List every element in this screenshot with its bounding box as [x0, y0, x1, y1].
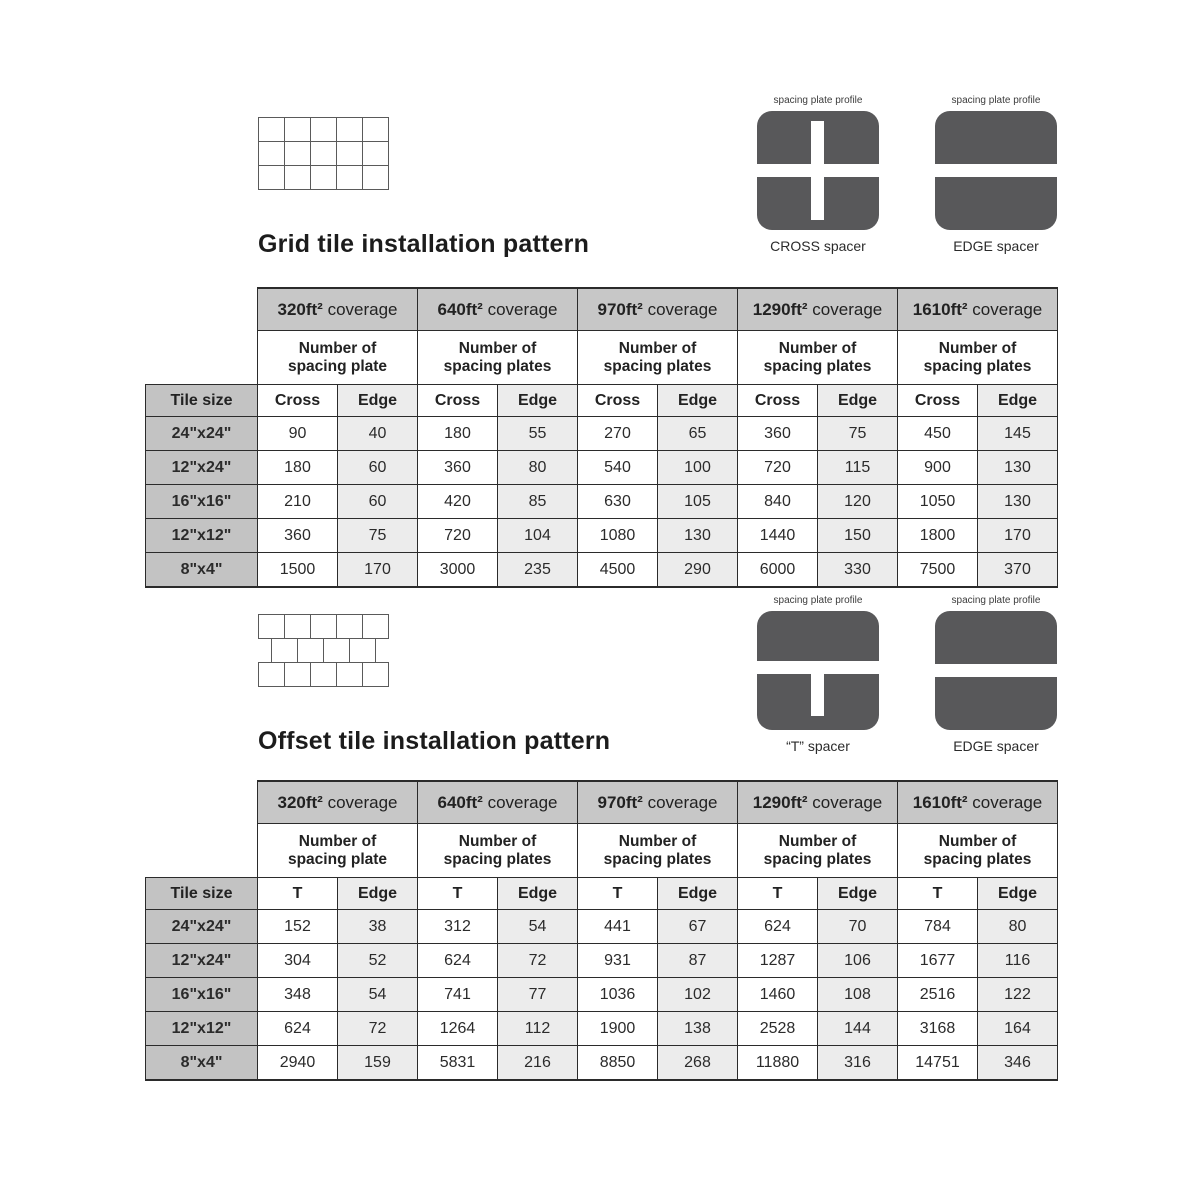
- tile-size-header: Tile size: [146, 878, 258, 910]
- blank-corner: [146, 781, 258, 878]
- value-cell: 150: [818, 519, 898, 553]
- value-cell: 170: [978, 519, 1058, 553]
- value-cell: 85: [498, 485, 578, 519]
- grid-spacing-table: [145, 287, 1058, 588]
- value-cell: 14751: [898, 1046, 978, 1081]
- edge-col-header: Edge: [338, 878, 418, 910]
- value-cell: 1900: [578, 1012, 658, 1046]
- coverage-header-row: [146, 288, 1058, 331]
- coverage-header: 1290ft² coverage: [738, 781, 898, 824]
- value-cell: 360: [258, 519, 338, 553]
- value-cell: 116: [978, 944, 1058, 978]
- value-cell: 1460: [738, 978, 818, 1012]
- subheader-cell: Number of spacing plates: [898, 824, 1058, 878]
- value-cell: 6000: [738, 553, 818, 588]
- edge-spacer-icon: [935, 111, 1057, 230]
- value-cell: 130: [658, 519, 738, 553]
- tile-size-cell: 24"x24": [146, 417, 258, 451]
- subheader-cell: Number of spacing plates: [578, 331, 738, 385]
- value-cell: 216: [498, 1046, 578, 1081]
- value-cell: 210: [258, 485, 338, 519]
- value-cell: 130: [978, 451, 1058, 485]
- t-col-header: T: [418, 878, 498, 910]
- value-cell: 370: [978, 553, 1058, 588]
- value-cell: 80: [978, 910, 1058, 944]
- t-col-header: T: [738, 878, 818, 910]
- value-cell: 1264: [418, 1012, 498, 1046]
- value-cell: 450: [898, 417, 978, 451]
- value-cell: 170: [338, 553, 418, 588]
- tile-size-cell: 12"x24": [146, 944, 258, 978]
- value-cell: 4500: [578, 553, 658, 588]
- value-cell: 108: [818, 978, 898, 1012]
- value-cell: 420: [418, 485, 498, 519]
- value-cell: 104: [498, 519, 578, 553]
- value-cell: 112: [498, 1012, 578, 1046]
- spacer-name: EDGE spacer: [953, 238, 1039, 254]
- value-cell: 1036: [578, 978, 658, 1012]
- edge-spacer-block: [934, 95, 1058, 254]
- tile-size-cell: 12"x12": [146, 519, 258, 553]
- cross-col-header: Cross: [738, 385, 818, 417]
- tile-size-cell: 12"x12": [146, 1012, 258, 1046]
- value-cell: 268: [658, 1046, 738, 1081]
- value-cell: 87: [658, 944, 738, 978]
- edge-col-header: Edge: [658, 878, 738, 910]
- value-cell: 11880: [738, 1046, 818, 1081]
- value-cell: 102: [658, 978, 738, 1012]
- coverage-header: 970ft² coverage: [578, 781, 738, 824]
- table-row: [146, 553, 1058, 588]
- table-row: [146, 1046, 1058, 1081]
- t-col-header: T: [898, 878, 978, 910]
- value-cell: 145: [978, 417, 1058, 451]
- value-cell: 312: [418, 910, 498, 944]
- value-cell: 441: [578, 910, 658, 944]
- value-cell: 900: [898, 451, 978, 485]
- edge-spacer-block-2: [934, 595, 1058, 754]
- value-cell: 115: [818, 451, 898, 485]
- subheader-cell: Number of spacing plates: [898, 331, 1058, 385]
- coverage-header: 640ft² coverage: [418, 288, 578, 331]
- column-header-row: [146, 385, 1058, 417]
- table-row: [146, 1012, 1058, 1046]
- value-cell: 75: [818, 417, 898, 451]
- value-cell: 1287: [738, 944, 818, 978]
- value-cell: 40: [338, 417, 418, 451]
- subheader-row: [146, 331, 1058, 385]
- tile-size-header: Tile size: [146, 385, 258, 417]
- value-cell: 164: [978, 1012, 1058, 1046]
- table-row: [146, 417, 1058, 451]
- value-cell: 159: [338, 1046, 418, 1081]
- spacer-name: “T” spacer: [786, 738, 850, 754]
- value-cell: 120: [818, 485, 898, 519]
- subheader-cell: Number of spacing plates: [738, 331, 898, 385]
- value-cell: 8850: [578, 1046, 658, 1081]
- value-cell: 316: [818, 1046, 898, 1081]
- value-cell: 52: [338, 944, 418, 978]
- value-cell: 1440: [738, 519, 818, 553]
- value-cell: 330: [818, 553, 898, 588]
- value-cell: 5831: [418, 1046, 498, 1081]
- value-cell: 840: [738, 485, 818, 519]
- edge-col-header: Edge: [338, 385, 418, 417]
- value-cell: 67: [658, 910, 738, 944]
- value-cell: 54: [498, 910, 578, 944]
- value-cell: 70: [818, 910, 898, 944]
- table-row: [146, 451, 1058, 485]
- value-cell: 1800: [898, 519, 978, 553]
- subheader-cell: Number of spacing plate: [258, 824, 418, 878]
- grid-pattern-illustration: [258, 117, 390, 191]
- value-cell: 152: [258, 910, 338, 944]
- value-cell: 65: [658, 417, 738, 451]
- value-cell: 360: [418, 451, 498, 485]
- value-cell: 180: [418, 417, 498, 451]
- value-cell: 2516: [898, 978, 978, 1012]
- value-cell: 3000: [418, 553, 498, 588]
- value-cell: 741: [418, 978, 498, 1012]
- value-cell: 931: [578, 944, 658, 978]
- value-cell: 130: [978, 485, 1058, 519]
- edge-col-header: Edge: [978, 385, 1058, 417]
- t-spacer-icon: [757, 611, 879, 730]
- edge-col-header: Edge: [658, 385, 738, 417]
- value-cell: 720: [418, 519, 498, 553]
- value-cell: 1500: [258, 553, 338, 588]
- value-cell: 54: [338, 978, 418, 1012]
- subheader-cell: Number of spacing plate: [258, 331, 418, 385]
- value-cell: 346: [978, 1046, 1058, 1081]
- offset-pattern-illustration: [258, 614, 390, 688]
- table-row: [146, 944, 1058, 978]
- profile-label: spacing plate profile: [951, 95, 1041, 106]
- edge-col-header: Edge: [818, 385, 898, 417]
- subheader-cell: Number of spacing plates: [578, 824, 738, 878]
- coverage-header: 640ft² coverage: [418, 781, 578, 824]
- value-cell: 180: [258, 451, 338, 485]
- value-cell: 80: [498, 451, 578, 485]
- profile-label: spacing plate profile: [773, 595, 863, 606]
- cross-col-header: Cross: [898, 385, 978, 417]
- cross-spacer-block: [756, 95, 880, 254]
- table-row: [146, 910, 1058, 944]
- edge-col-header: Edge: [498, 878, 578, 910]
- value-cell: 235: [498, 553, 578, 588]
- value-cell: 138: [658, 1012, 738, 1046]
- value-cell: 60: [338, 451, 418, 485]
- profile-label: spacing plate profile: [773, 95, 863, 106]
- value-cell: 360: [738, 417, 818, 451]
- tile-size-cell: 8"x4": [146, 1046, 258, 1081]
- table-row: [146, 978, 1058, 1012]
- coverage-header: 320ft² coverage: [258, 781, 418, 824]
- value-cell: 304: [258, 944, 338, 978]
- coverage-header: 1610ft² coverage: [898, 288, 1058, 331]
- value-cell: 2940: [258, 1046, 338, 1081]
- subheader-row: [146, 824, 1058, 878]
- value-cell: 72: [498, 944, 578, 978]
- edge-col-header: Edge: [818, 878, 898, 910]
- column-header-row: [146, 878, 1058, 910]
- coverage-header-row: [146, 781, 1058, 824]
- value-cell: 72: [338, 1012, 418, 1046]
- cross-col-header: Cross: [258, 385, 338, 417]
- grid-section-title: Grid tile installation pattern: [258, 230, 590, 258]
- cross-col-header: Cross: [418, 385, 498, 417]
- value-cell: 540: [578, 451, 658, 485]
- value-cell: 624: [258, 1012, 338, 1046]
- value-cell: 630: [578, 485, 658, 519]
- value-cell: 3168: [898, 1012, 978, 1046]
- edge-spacer-icon: [935, 611, 1057, 730]
- coverage-header: 320ft² coverage: [258, 288, 418, 331]
- t-col-header: T: [578, 878, 658, 910]
- cross-spacer-icon: [757, 111, 879, 230]
- value-cell: 144: [818, 1012, 898, 1046]
- value-cell: 290: [658, 553, 738, 588]
- value-cell: 1080: [578, 519, 658, 553]
- value-cell: 784: [898, 910, 978, 944]
- tile-size-cell: 8"x4": [146, 553, 258, 588]
- edge-col-header: Edge: [978, 878, 1058, 910]
- offset-section-title: Offset tile installation pattern: [258, 727, 611, 755]
- t-spacer-block: [756, 595, 880, 754]
- value-cell: 55: [498, 417, 578, 451]
- value-cell: 38: [338, 910, 418, 944]
- blank-corner: [146, 288, 258, 385]
- value-cell: 100: [658, 451, 738, 485]
- tile-size-cell: 16"x16": [146, 978, 258, 1012]
- tile-size-cell: 24"x24": [146, 910, 258, 944]
- value-cell: 60: [338, 485, 418, 519]
- subheader-cell: Number of spacing plates: [418, 331, 578, 385]
- spacer-name: EDGE spacer: [953, 738, 1039, 754]
- profile-label: spacing plate profile: [951, 595, 1041, 606]
- coverage-header: 1610ft² coverage: [898, 781, 1058, 824]
- value-cell: 270: [578, 417, 658, 451]
- offset-spacing-table: [145, 780, 1058, 1081]
- value-cell: 1050: [898, 485, 978, 519]
- value-cell: 1677: [898, 944, 978, 978]
- edge-col-header: Edge: [498, 385, 578, 417]
- tile-size-cell: 16"x16": [146, 485, 258, 519]
- value-cell: 348: [258, 978, 338, 1012]
- subheader-cell: Number of spacing plates: [418, 824, 578, 878]
- coverage-header: 1290ft² coverage: [738, 288, 898, 331]
- table-row: [146, 519, 1058, 553]
- value-cell: 75: [338, 519, 418, 553]
- value-cell: 624: [418, 944, 498, 978]
- value-cell: 77: [498, 978, 578, 1012]
- table-row: [146, 485, 1058, 519]
- tile-size-cell: 12"x24": [146, 451, 258, 485]
- cross-col-header: Cross: [578, 385, 658, 417]
- value-cell: 105: [658, 485, 738, 519]
- value-cell: 122: [978, 978, 1058, 1012]
- t-col-header: T: [258, 878, 338, 910]
- value-cell: 106: [818, 944, 898, 978]
- value-cell: 90: [258, 417, 338, 451]
- value-cell: 720: [738, 451, 818, 485]
- spacer-name: CROSS spacer: [770, 238, 866, 254]
- subheader-cell: Number of spacing plates: [738, 824, 898, 878]
- value-cell: 2528: [738, 1012, 818, 1046]
- coverage-header: 970ft² coverage: [578, 288, 738, 331]
- value-cell: 7500: [898, 553, 978, 588]
- value-cell: 624: [738, 910, 818, 944]
